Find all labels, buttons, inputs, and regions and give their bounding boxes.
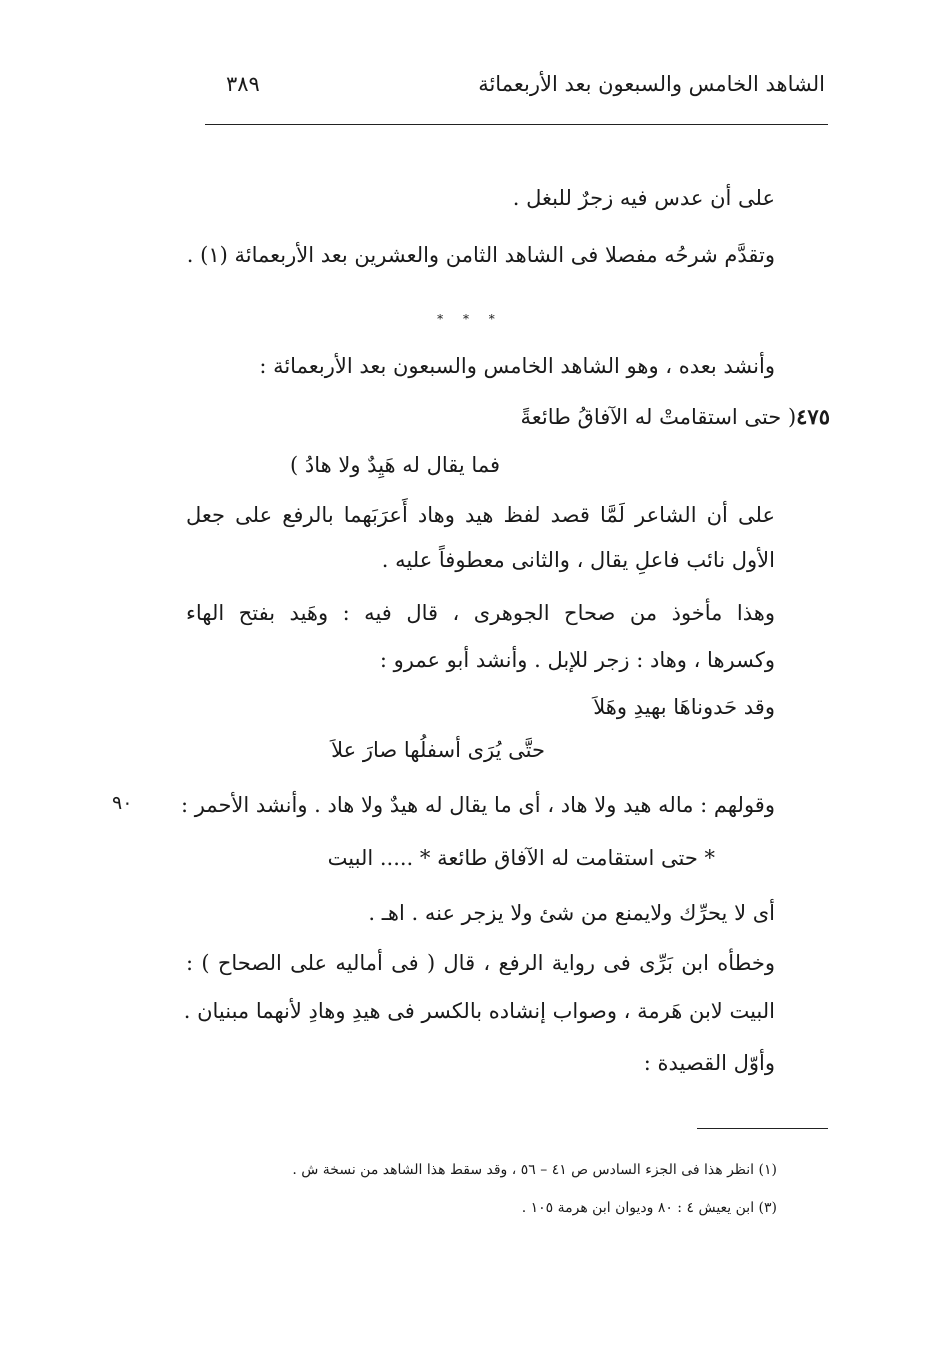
shahid-number: ٤٧٥ xyxy=(796,404,830,429)
footnote-1: (١) انظر هذا فى الجزء السادس ص ٤١ – ٥٦ ، وقد سقط هذا الشاهد من نسخة ش . xyxy=(292,1162,777,1178)
text-line-7: وقولهم : ماله هيد ولا هاد ، أى ما يقال له هيدٌ ولا هاد . وأنشد الأحمر : xyxy=(180,793,775,817)
text-line-10: البيت لابن هَرمة ، وصواب إنشاده بالكسر فى هيدِ وهادِ لأنهما مبنيان . xyxy=(183,999,775,1023)
verse-open-paren: ( xyxy=(787,405,797,429)
text-line-11: وأوّل القصيدة : xyxy=(643,1051,775,1075)
text-line-8: أى لا يحرِّك ولايمنع من شئ ولا يزجر عنه . اهـ . xyxy=(368,901,775,925)
verse-first-hemistich xyxy=(521,402,830,432)
rajaz-line-2: حتَّى يُرَى أسفلُها صارَ علاَ xyxy=(331,738,545,762)
footnote-2: (٣) ابن يعيش ٤ : ٨٠ وديوان ابن هرمة ١٠٥ . xyxy=(521,1200,777,1216)
page-number: ٣٨٩ xyxy=(226,72,260,96)
text-line-3: على أن الشاعر لَمَّا قصد لفظ هيد وهاد أَعرَبَهما بالرفع على جعل xyxy=(186,503,775,527)
verse-citation: * حتى استقامت له الآفاق طائعة * ..... البيت xyxy=(327,846,715,870)
text-line-intro: وأنشد بعده ، وهو الشاهد الخامس والسبعون بعد الأربعمائة : xyxy=(259,354,775,378)
header-rule xyxy=(205,124,828,125)
text-line-9: وخطأه ابن بَرِّى فى رواية الرفع ، قال ( فى أماليه على الصحاح ) : xyxy=(186,951,775,975)
running-header-title: الشاهد الخامس والسبعون بعد الأربعمائة xyxy=(478,72,825,96)
text-line-4: الأول نائب فاعلِ يقال ، والثانى معطوفاً عليه . xyxy=(381,548,775,572)
section-divider-stars: * * * xyxy=(437,312,503,326)
text-line-2: وتقدَّم شرحُه مفصلا فى الشاهد الثامن والعشرين بعد الأربعمائة (١) . xyxy=(186,243,775,267)
footnote-rule xyxy=(697,1128,828,1129)
text-line-6: وكسرها ، وهاد : زجر للإبل . وأنشد أبو عمرو : xyxy=(379,648,775,672)
verse-second-hemistich: فما يقال له هَيِدٌ ولا هادُ ) xyxy=(290,453,500,477)
margin-line-number: ٩٠ xyxy=(112,792,133,814)
verse-hemistich-1: حتى استقامتْ له الآفاقُ طائعةً xyxy=(520,405,782,429)
text-line-1: على أن عدس فيه زجرٌ للبغل . xyxy=(512,186,775,210)
rajaz-line-1: وقد حَدوناهَا بهيدِ وهَلاَ xyxy=(593,695,775,719)
text-line-5: وهذا مأخوذ من صحاح الجوهرى ، قال فيه : وهَيد بفتح الهاء xyxy=(186,601,775,625)
